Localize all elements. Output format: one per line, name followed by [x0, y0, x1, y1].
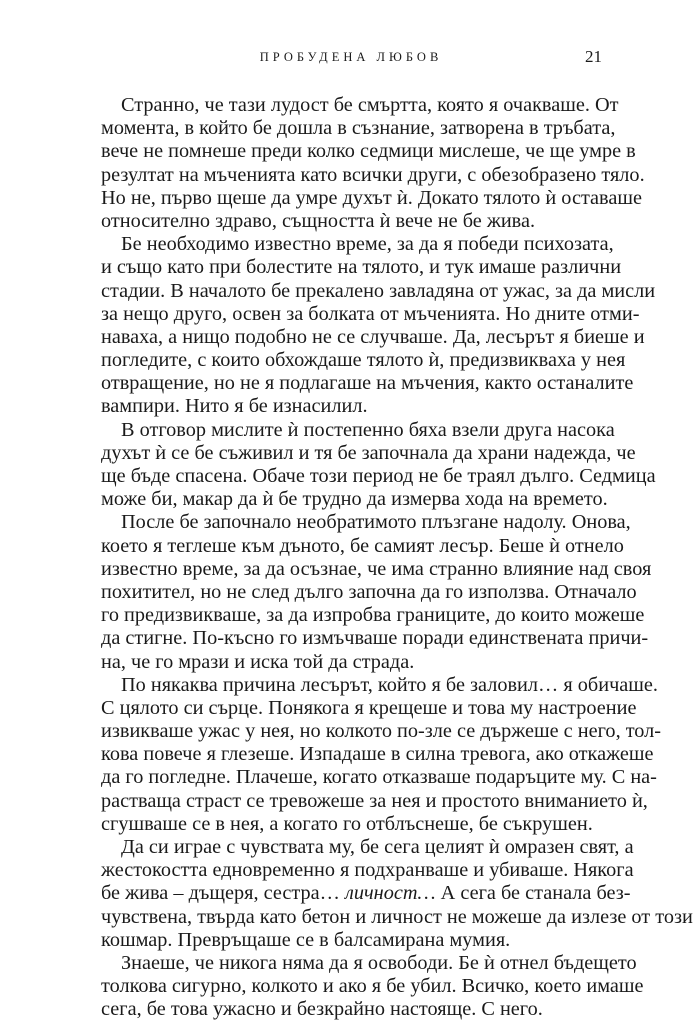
text-line: резултат на мъченията като всички други, с обезобразено тяло. [101, 163, 645, 186]
text-line: ще бъде спасена. Обаче този период не бе траял дълго. Седмица [101, 465, 656, 487]
text-line: Но не, първо щеше да умре духът ѝ. Докато тялото ѝ оставаше [101, 186, 642, 209]
text-line: го предизвикваше, за да изпробва границите, до които можеше [101, 604, 645, 627]
text-line: толкова сигурно, колкото и ако я бе убил. Всичко, което имаше [101, 975, 644, 998]
paragraph-2 [101, 233, 656, 419]
text-line: на, че го мрази и иска той да страда. [101, 650, 415, 673]
paragraph-4 [101, 511, 652, 673]
text-line: вече не помнеше преди колко седмици мислеше, че ще умре в [101, 140, 636, 163]
text-line: кошмар. Превръщаше се в балсамирана мумия. [101, 928, 511, 951]
text-line: да го погледне. Плачеше, когато отказваше подаръците му. С на- [101, 766, 657, 789]
paragraph-5 [101, 673, 662, 836]
text-segment: бе жива – дъщеря, сестра… [101, 882, 340, 905]
text-line: Странно, че тази лудост бе смъртта, която я очакваше. От [121, 94, 619, 116]
text-line: духът ѝ се бе съживил и тя бе започнала да храни надежда, че [101, 441, 636, 464]
text-line: После бе започнало необратимото плъзгане надолу. Онова, [121, 511, 631, 534]
body-text [101, 94, 693, 1022]
text-line: сега, бе това ужасно и безкрайно настояще. С него. [101, 998, 543, 1021]
text-line: Знаеше, че никога няма да я освободи. Бе ѝ отнел бъдещето [121, 951, 637, 974]
text-line: похитител, но не след дълго започна да го използва. Отначало [101, 580, 637, 603]
italic-word: личност… [345, 882, 436, 905]
page-number: 21 [585, 47, 602, 66]
text-line: По някаква причина лесърът, който я бе заловил… я обичаше. [121, 673, 658, 696]
running-head [100, 46, 602, 68]
text-line: стадии. В началото бе прекалено завладяна от ужас, за да мисли [101, 279, 656, 302]
text-line: отвращение, но не я подлагаше на мъчения, както останалите [101, 372, 634, 395]
text-line: Бе необходимо известно време, за да я победи психозата, [121, 233, 614, 256]
text-line: С цялото си сърце. Понякога я крещеше и това му настроение [101, 696, 637, 719]
text-line: известно време, за да осъзнае, че има странно влияние над своя [101, 557, 652, 580]
text-line: което я теглеше към дъното, бе самият лесър. Беше ѝ отнело [101, 534, 624, 557]
text-line: и също като при болестите на тялото, и тук имаше различни [101, 256, 622, 279]
text-line: сгушваше се в нея, а когато го отблъснеше, бе съкрушен. [101, 812, 593, 835]
paragraph-3 [101, 418, 656, 512]
paragraph-6 [101, 836, 693, 952]
text-line: погледите, с които обхождаше тялото ѝ, предизвикваха у нея [101, 349, 626, 372]
text-line: жестокостта едновременно я подхранваше и убиваше. Някога [101, 859, 634, 882]
text-line: извикваше ужас у нея, но колкото по-зле се държеше с него, тол- [101, 720, 662, 743]
text-line: да стигне. По-късно го измъчваше поради единствената причи- [101, 627, 649, 650]
running-title: ПРОБУДЕНА ЛЮБОВ [259, 50, 443, 64]
text-line: за нещо друго, освен за болката от мъченията. Но дните отми- [101, 302, 640, 325]
text-line: относително здраво, същността ѝ вече не бе жива. [101, 209, 536, 232]
text-line: В отговор мислите ѝ постепенно бяха взели друга насока [121, 418, 615, 441]
text-line: растваща страст се тревожеше за нея и простото вниманието ѝ, [101, 789, 648, 812]
text-line-mixed [101, 882, 631, 905]
text-line: кова повече я глезеше. Изпадаше в силна тревога, ако откажеше [101, 743, 654, 766]
text-line: наваха, а нищо подобно не се случваше. Да, лесърът я биеше и [101, 325, 645, 348]
text-line: вампири. Нито я бе изнасилил. [101, 395, 368, 418]
text-line: може би, макар да ѝ бе трудно да измерва хода на времето. [101, 488, 608, 511]
text-line: момента, в който бе дошла в съзнание, затворена в тръбата, [101, 117, 616, 140]
text-line: чувствена, твърда като бетон и личност не можеше да излезе от този [101, 905, 693, 928]
text-line: Да си играе с чувствата му, бе сега целият ѝ омразен свят, а [121, 836, 634, 858]
paragraph-7 [101, 951, 644, 1022]
text-segment: А сега бе станала без- [440, 882, 631, 905]
paragraph-1 [101, 94, 645, 233]
